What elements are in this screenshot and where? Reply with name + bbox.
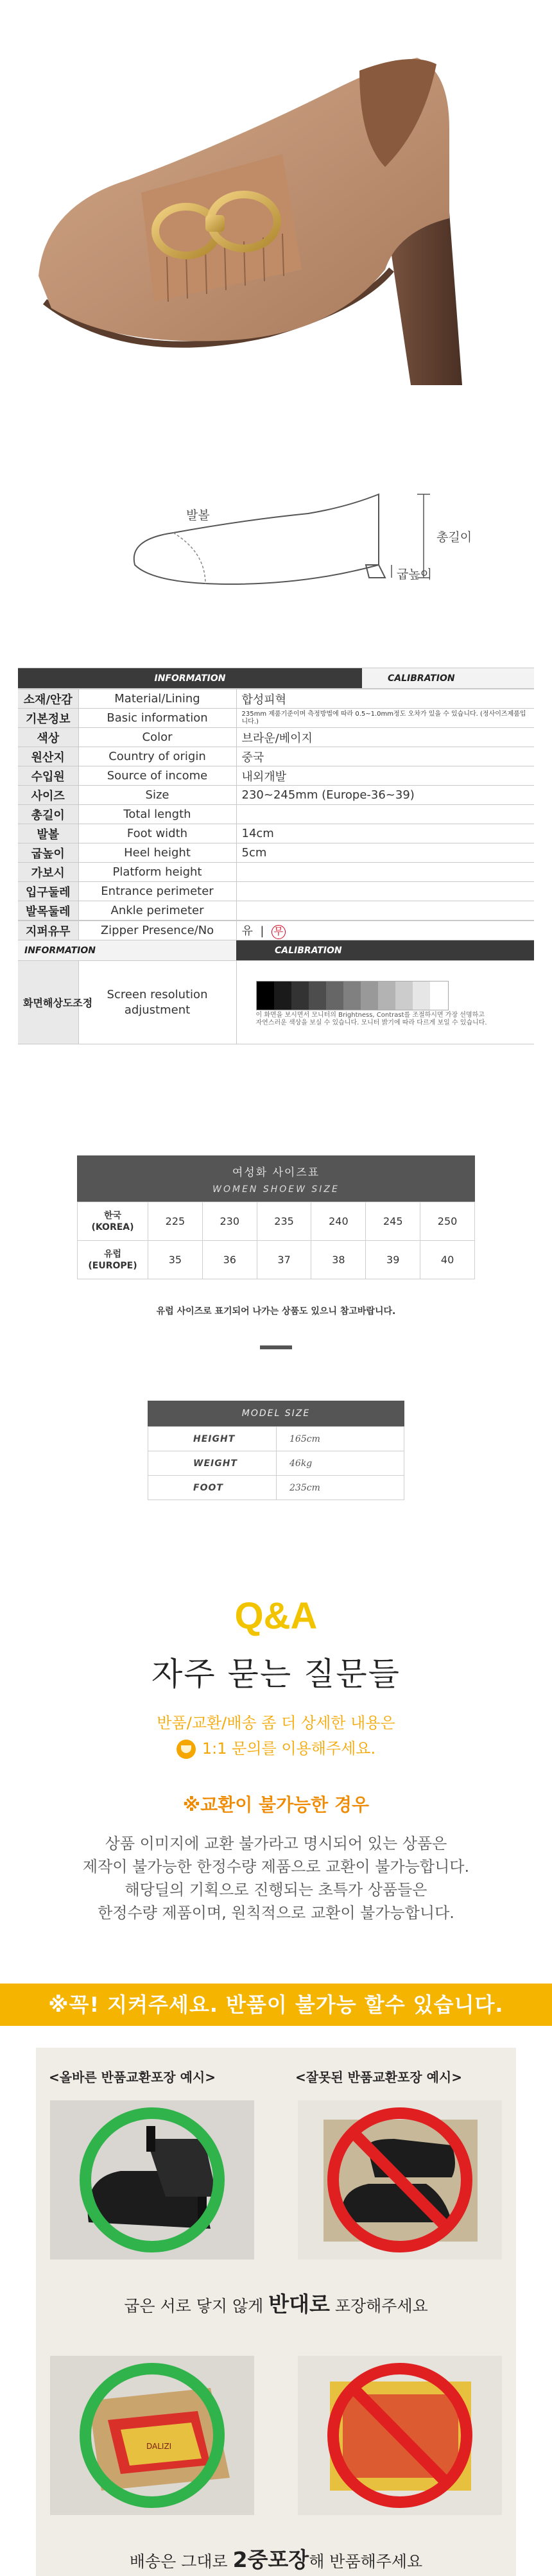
info-key: 굽높이 [18, 843, 78, 863]
model-row [148, 1476, 404, 1500]
shoe-photo [0, 0, 552, 417]
model-row [148, 1451, 404, 1476]
packing-caption-1: 굽은 서로 닿지 않게 반대로 포장해주세요 [124, 2292, 428, 2317]
info-row [18, 805, 534, 824]
info-value [236, 882, 534, 901]
return-packing-guide [36, 2048, 516, 2576]
heel-height-label: 굽높이 [397, 567, 433, 582]
zipper-sep: | [260, 924, 264, 938]
bad-example-photo-2 [298, 2356, 502, 2515]
size-title-ko: 여성화 사이즈표 [232, 1166, 320, 1179]
info-value: 합성피혁 [236, 689, 534, 709]
no-exchange-line-3: 해당딜의 기획으로 진행되는 초특가 상품들은 [125, 1881, 427, 1899]
resolution-calibration [236, 961, 534, 1044]
info-value: 230~245mm (Europe-36~39) [236, 786, 534, 805]
info-key-en: Platform height [78, 863, 236, 882]
info-header-2: INFORMATION [18, 940, 236, 961]
model-size-title: MODEL SIZE [148, 1401, 404, 1426]
good-example-label: <올바른 반품교환포장 예시> [49, 2070, 216, 2085]
info-key-en: Foot width [78, 824, 236, 843]
resolution-key: 화면해상도조정 [18, 961, 78, 1044]
section-divider [260, 1345, 292, 1349]
no-exchange-title: ※교환이 불가능한 경우 [182, 1794, 370, 1815]
info-row [18, 747, 534, 766]
korea-size-cell: 240 [311, 1202, 366, 1241]
pencil-person-icon [177, 1740, 196, 1759]
info-key: 입구둘레 [18, 882, 78, 901]
info-row [18, 843, 534, 863]
info-value: 235mm 제품기준이며 측정방법에 따라 0.5~1.0mm정도 오차가 있을 수 있습니다. (정사이즈제품입니다.) [236, 709, 534, 728]
info-value: 내외개발 [236, 766, 534, 786]
europe-size-cell: 38 [311, 1241, 366, 1279]
info-key: 기본정보 [18, 709, 78, 728]
shoe-measure-diagram [116, 488, 475, 603]
info-row [18, 901, 534, 921]
bad-example-label: <잘못된 반품교환포장 예시> [295, 2070, 462, 2085]
zipper-no-selected: 무 [272, 925, 286, 939]
korea-size-cell: 230 [202, 1202, 257, 1241]
bad-example-photo-1 [298, 2100, 502, 2260]
europe-size-cell: 36 [202, 1241, 257, 1279]
size-title-en: WOMEN SHOEW SIZE [212, 1184, 340, 1195]
info-key: 발볼 [18, 824, 78, 843]
info-row [18, 863, 534, 882]
size-note: 유럽 사이즈로 표기되어 나가는 상품도 있으니 참고바랍니다. [156, 1306, 396, 1317]
product-info-table [18, 668, 534, 1044]
info-row [18, 882, 534, 901]
info-key: 원산지 [18, 747, 78, 766]
info-value: 중국 [236, 747, 534, 766]
info-key: 색상 [18, 728, 78, 747]
total-length-label: 총길이 [436, 530, 472, 544]
info-value [236, 863, 534, 882]
info-value [236, 901, 534, 921]
qa-description-1: 반품/교환/배송 좀 더 상세한 내용은 [157, 1714, 395, 1732]
info-key: 총길이 [18, 805, 78, 824]
info-row [18, 786, 534, 805]
no-exchange-body [0, 1832, 552, 1924]
info-key: 수입원 [18, 766, 78, 786]
korea-label: 한국 (KOREA) [78, 1202, 148, 1241]
info-key-en: Entrance perimeter [78, 882, 236, 901]
info-header: INFORMATION [18, 668, 362, 689]
info-value: 14cm [236, 824, 534, 843]
info-value: 5cm [236, 843, 534, 863]
zipper-value [236, 921, 534, 940]
korea-size-cell: 235 [257, 1202, 311, 1241]
info-row [18, 766, 534, 786]
no-exchange-line-2: 제작이 불가능한 한정수량 제품으로 교환이 불가능합니다. [82, 1858, 470, 1876]
info-key-en: Color [78, 728, 236, 747]
svg-text:DALIZI: DALIZI [146, 2442, 172, 2451]
korea-size-cell: 245 [366, 1202, 420, 1241]
europe-label: 유럽 (EUROPE) [78, 1241, 148, 1279]
instep-label: 발볼 [186, 508, 210, 523]
info-row [18, 824, 534, 843]
info-value [236, 805, 534, 824]
size-chart [77, 1155, 475, 1279]
packing-caption-2: 배송은 그대로 2중포장해 반품해주세요 [129, 2547, 423, 2572]
europe-size-cell: 37 [257, 1241, 311, 1279]
resolution-note-2: 자연스러운 색상을 보실 수 있습니다. 모니터 밝기에 따라 다르게 보일 수 있습니다. [255, 1019, 487, 1026]
info-key-en: Basic information [78, 709, 236, 728]
qa-title: Q&A [234, 1595, 318, 1637]
info-key-en: Total length [78, 805, 236, 824]
info-key-en: Ankle perimeter [78, 901, 236, 921]
product-hero-image [0, 0, 552, 417]
calibration-header: CALIBRATION [362, 668, 534, 689]
no-exchange-line-4: 한정수량 제품이며, 원칙적으로 교환이 불가능합니다. [98, 1904, 454, 1922]
calibration-header-2: CALIBRATION [236, 940, 534, 961]
info-row [18, 689, 534, 709]
europe-size-cell: 35 [148, 1241, 203, 1279]
info-key: 발목둘레 [18, 901, 78, 921]
info-key-en: Source of income [78, 766, 236, 786]
model-key: WEIGHT [148, 1451, 277, 1476]
model-key: FOOT [148, 1476, 277, 1500]
info-key: 가보시 [18, 863, 78, 882]
resolution-note-1: 이 화면을 보시면서 모니터의 Brightness, Contrast를 조절하시면 가장 선명하고 [255, 1011, 485, 1019]
model-size-table [148, 1401, 404, 1500]
korea-size-cell: 225 [148, 1202, 203, 1241]
info-row [18, 709, 534, 728]
info-key: 사이즈 [18, 786, 78, 805]
korea-size-cell: 250 [420, 1202, 475, 1241]
shoe-outline-drawing [116, 488, 475, 603]
info-key-en: Heel height [78, 843, 236, 863]
zipper-yes: 유 [241, 924, 253, 938]
good-example-photo-2 [50, 2356, 254, 2515]
info-key-en: Material/Lining [78, 689, 236, 709]
zipper-key: 지퍼유무 [18, 921, 78, 940]
resolution-key-en: Screen resolution adjustment [78, 961, 236, 1044]
info-key-en: Country of origin [78, 747, 236, 766]
zipper-key-en: Zipper Presence/No [78, 921, 236, 940]
model-key: HEIGHT [148, 1427, 277, 1451]
warning-banner: ※꼭! 지켜주세요. 반품이 불가능 할수 있습니다. [0, 1984, 552, 2026]
qa-subtitle: 자주 묻는 질문들 [151, 1655, 401, 1693]
no-exchange-line-1: 상품 이미지에 교환 불가라고 명시되어 있는 상품은 [105, 1835, 447, 1853]
model-value: 235cm [277, 1476, 404, 1500]
info-value: 브라운/베이지 [236, 728, 534, 747]
info-key: 소재/안감 [18, 689, 78, 709]
size-chart-title [77, 1155, 475, 1202]
model-row [148, 1427, 404, 1451]
model-value: 46kg [277, 1451, 404, 1476]
info-row [18, 728, 534, 747]
europe-size-cell: 40 [420, 1241, 475, 1279]
info-key-en: Size [78, 786, 236, 805]
europe-size-cell: 39 [366, 1241, 420, 1279]
good-example-photo-1 [50, 2100, 254, 2260]
model-value: 165cm [277, 1427, 404, 1451]
qa-description-2: 1:1 문의를 이용해주세요. [0, 1736, 552, 1759]
grayscale-bar [256, 981, 449, 1010]
